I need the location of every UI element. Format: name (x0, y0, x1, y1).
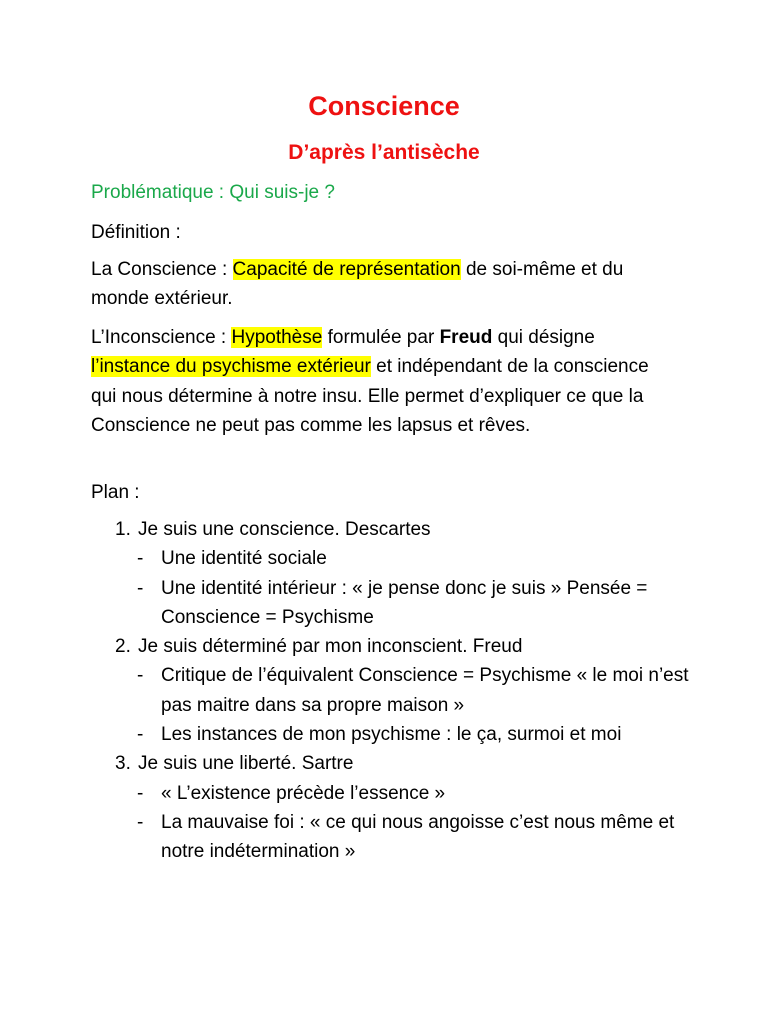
dash-bullet: - (137, 782, 144, 804)
plan-item (91, 632, 691, 661)
plan-sub-item-text: Les instances de mon psychisme : le ça, surmoi et moi (161, 724, 622, 746)
dash-bullet: - (137, 724, 144, 746)
definition-text-1: formulée par (322, 327, 440, 348)
plan-sub-item-text: La mauvaise foi : « ce qui nous angoisse c’est nous même et notre indétermination » (161, 811, 675, 863)
term-inconscience: L’Inconscience : (91, 327, 232, 348)
document-subtitle: D’après l’antisèche (288, 141, 480, 164)
dash-bullet: - (137, 577, 144, 599)
definition-text-2: qui désigne (492, 327, 595, 348)
plan-sub-item (91, 808, 691, 867)
plan-sub-item (91, 544, 691, 573)
term-conscience: La Conscience : (91, 259, 233, 280)
dash-bullet: - (137, 811, 144, 833)
plan-list (91, 515, 691, 867)
plan-sub-list (91, 544, 691, 632)
plan-sub-item (91, 661, 691, 720)
definition-label: Définition : (91, 222, 181, 243)
dash-bullet: - (137, 548, 144, 570)
plan-item-number: 3. (115, 753, 131, 775)
plan-item (91, 749, 691, 778)
plan-item (91, 515, 691, 544)
plan-sub-item-text: Critique de l’équivalent Conscience = Psychisme « le moi n’est pas maitre dans sa propre maison » (161, 665, 689, 716)
definition-conscience (91, 255, 671, 314)
definition-inconscience-rest: et indépendant de la conscience qui nous détermine à notre insu. Elle permet d’expliquer ce que la Conscience ne peut pas comme les lapsus et rêves. (91, 356, 649, 436)
problematique: Problématique : Qui suis-je ? (91, 182, 335, 203)
highlight-instance: l’instance du psychisme extérieur (91, 356, 371, 378)
plan-item-text: Je suis déterminé par mon inconscient. Freud (138, 636, 523, 658)
plan-item-number: 1. (115, 519, 131, 540)
dash-bullet: - (137, 665, 144, 687)
bold-freud: Freud (439, 327, 493, 348)
plan-sub-item-text: « L’existence précède l’essence » (161, 782, 446, 804)
plan-sub-item (91, 779, 691, 808)
document-title: Conscience (308, 91, 460, 121)
plan-sub-item-text: Une identité intérieur : « je pense donc je suis » Pensée = Conscience = Psychisme (161, 577, 648, 628)
plan-sub-item (91, 720, 691, 749)
plan-sub-item (91, 574, 691, 633)
definition-inconscience (91, 323, 671, 440)
plan-sub-list (91, 661, 691, 749)
plan-sub-item-text: Une identité sociale (161, 548, 327, 570)
plan-sub-list (91, 779, 691, 867)
plan-label: Plan : (91, 482, 140, 503)
highlight-hypothese: Hypothèse (231, 327, 323, 348)
plan-item-text: Je suis une liberté. Sartre (138, 753, 354, 775)
plan-item-number: 2. (115, 636, 131, 658)
highlight-capacite: Capacité de représentation (232, 259, 461, 280)
definition-conscience-rest: de soi-même et du monde extérieur. (91, 259, 624, 310)
plan-item-text: Je suis une conscience. Descartes (138, 519, 431, 540)
